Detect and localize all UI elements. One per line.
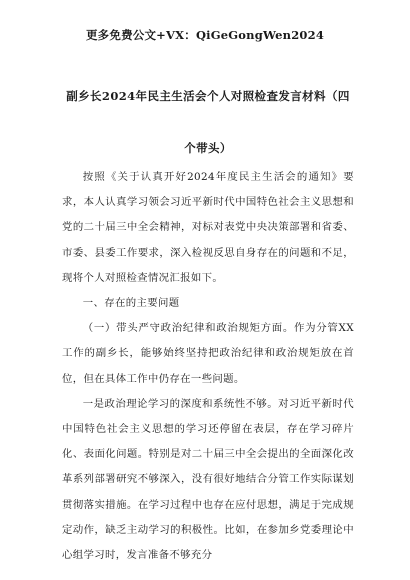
section-heading: 一、存在的主要问题 [82, 297, 180, 310]
document-body [62, 165, 354, 568]
subsection-paragraph: （一）带头严守政治纪律和政治规矩方面。作为分管XX工作的副乡长，能够始终坚持把政治纪律和政治规矩放在首位，但在具体工作中仍存在一些问题。 [62, 322, 354, 385]
header-note: 更多免费公文+VX：QiGeGongWen2024 [85, 28, 325, 42]
document-title: 副乡长2024年民主生活会个人对照检查发言材料（四个带头） [66, 89, 350, 155]
body-paragraph: 一是政治理论学习的深度和系统性不够。对习近平新时代中国特色社会主义思想的学习还停留在表层，存在学习碎片化、表面化问题。特别是对二十届三中全会提出的全面深化改革系列部署研究不够深入，没有很好地结合分管工作实际谋划贯彻落实措施。在学习过程中也存在应付思想，满足于完成规定动作，缺乏主动学习的积极性。比如，在参加乡党委理论中心组学习时，发言准备不够充分 [62, 397, 354, 562]
intro-paragraph: 按照《关于认真开好2024年度民主生活会的通知》要求，本人认真学习领会习近平新时代中国特色社会主义思想和党的二十届三中全会精神，对标对表党中央决策部署和省委、市委、县委工作要求，深入检视反思自身存在的问题和不足，现将个人对照检查情况汇报如下。 [62, 171, 354, 284]
